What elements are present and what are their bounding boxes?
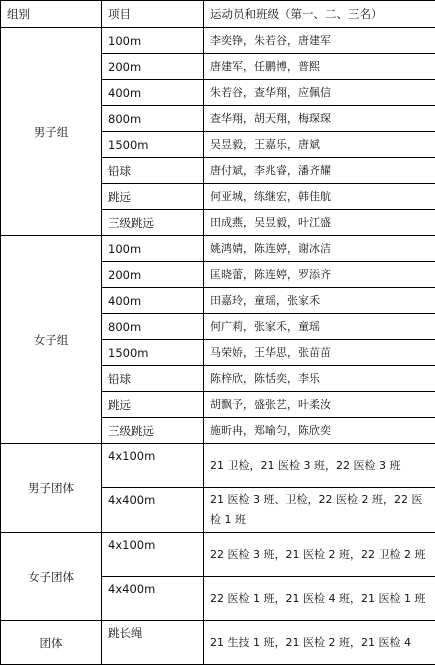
event-cell: 三级跳远 xyxy=(102,418,204,444)
header-group: 组别 xyxy=(1,1,102,28)
athletes-cell: 姚鸿婧，陈连婷，谢冰洁 xyxy=(204,236,435,262)
event-cell: 1500m xyxy=(102,340,204,366)
event-cell: 100m xyxy=(102,28,204,54)
athletes-cell: 唐建军，任鹏博，普熙 xyxy=(204,54,435,80)
group-cell: 女子团体 xyxy=(1,533,102,621)
header-athletes: 运动员和班级（第一、二、三名） xyxy=(204,1,435,28)
athletes-cell: 何亚城，练继宏，韩佳航 xyxy=(204,184,435,210)
athletes-cell: 李奕铮，朱若谷，唐建军 xyxy=(204,28,435,54)
event-cell: 跳远 xyxy=(102,392,204,418)
event-cell: 4x100m xyxy=(102,444,204,488)
athletes-cell: 唐付斌，李兆睿，潘齐耀 xyxy=(204,158,435,184)
athletes-cell: 施昕冉，郑喻匀，陈欣奕 xyxy=(204,418,435,444)
header-event: 项目 xyxy=(102,1,204,28)
event-cell: 100m xyxy=(102,236,204,262)
event-cell: 4x400m xyxy=(102,488,204,533)
table-body xyxy=(1,28,435,665)
athletes-cell: 21 生技 1 班，21 医检 2 班，21 医检 4 xyxy=(204,621,435,665)
athletes-cell: 查华翔，胡天翔，梅琛琛 xyxy=(204,106,435,132)
athletes-cell: 马荣娇，王华思，张苗苗 xyxy=(204,340,435,366)
table-row xyxy=(1,28,435,54)
athletes-cell: 吴昱毅，王嘉乐，唐斌 xyxy=(204,132,435,158)
table-row xyxy=(1,444,435,488)
group-cell: 女子组 xyxy=(1,236,102,444)
athletes-cell: 21 医检 3 班、卫检，22 医检 2 班，22 医检 1 班 xyxy=(204,488,435,533)
athletes-cell: 21 卫检，21 医检 3 班，22 医检 3 班 xyxy=(204,444,435,488)
event-cell: 200m xyxy=(102,54,204,80)
event-cell: 1500m xyxy=(102,132,204,158)
table-row xyxy=(1,533,435,577)
event-cell: 800m xyxy=(102,314,204,340)
athletes-cell: 胡飘予，盛张艺，叶柔汝 xyxy=(204,392,435,418)
athletes-cell: 22 医检 1 班，21 医检 4 班，21 医检 1 班 xyxy=(204,577,435,621)
athletes-cell: 陈梓欣，陈恬奕，李乐 xyxy=(204,366,435,392)
event-cell: 4x100m xyxy=(102,533,204,577)
group-cell: 团体 xyxy=(1,621,102,665)
event-cell: 800m xyxy=(102,106,204,132)
table-row xyxy=(1,236,435,262)
group-cell: 男子团体 xyxy=(1,444,102,533)
athletes-cell: 朱若谷，查华翔，应佩信 xyxy=(204,80,435,106)
event-cell: 4x400m xyxy=(102,577,204,621)
event-cell: 跳长绳 xyxy=(102,621,204,665)
event-cell: 铅球 xyxy=(102,366,204,392)
table-header-row xyxy=(1,1,435,28)
table-row xyxy=(1,621,435,665)
event-cell: 400m xyxy=(102,80,204,106)
event-cell: 铅球 xyxy=(102,158,204,184)
athletes-cell: 22 医检 3 班，21 医检 2 班，22 卫检 2 班 xyxy=(204,533,435,577)
athletes-cell: 匡晓蕾，陈连婷，罗添齐 xyxy=(204,262,435,288)
group-cell: 男子组 xyxy=(1,28,102,236)
athletes-cell: 田嘉玲，童瑶，张家禾 xyxy=(204,288,435,314)
event-cell: 200m xyxy=(102,262,204,288)
athletes-cell: 何广莉，张家禾，童瑶 xyxy=(204,314,435,340)
event-cell: 三级跳远 xyxy=(102,210,204,236)
athletes-cell: 田成燕，吴昱毅，叶江盛 xyxy=(204,210,435,236)
event-cell: 400m xyxy=(102,288,204,314)
event-cell: 跳远 xyxy=(102,184,204,210)
